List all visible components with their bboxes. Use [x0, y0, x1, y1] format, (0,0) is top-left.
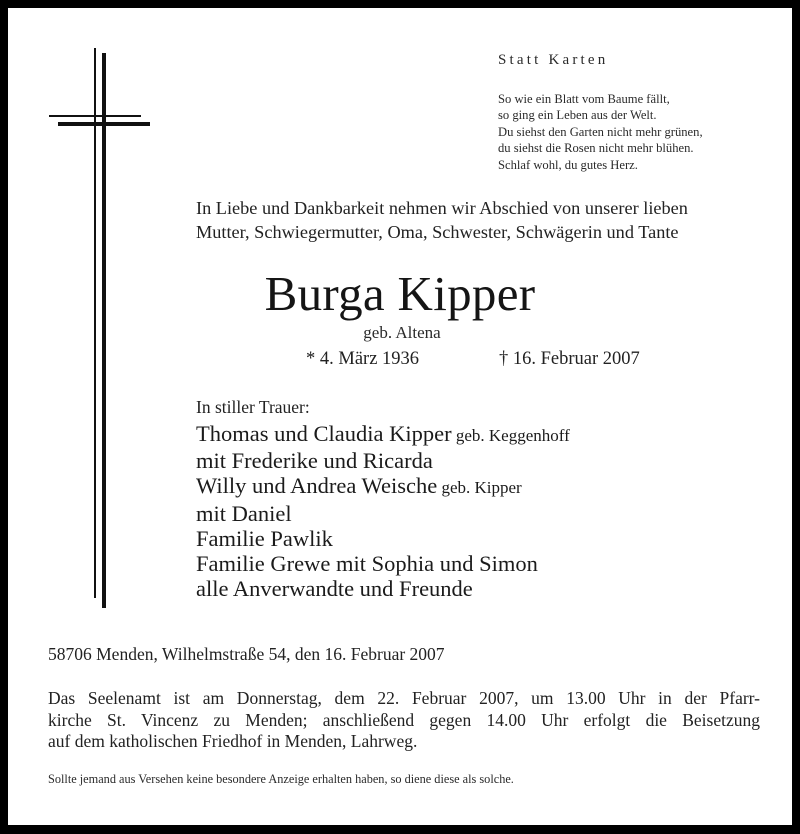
mourner-name: Thomas und Claudia Kipper [196, 421, 452, 446]
mourner-line [196, 501, 570, 526]
maiden-name: geb. Altena [363, 323, 441, 342]
mourner-name: mit Frederike und Ricarda [196, 448, 433, 474]
mourner-line [196, 576, 570, 601]
cross-horizontal-thin [49, 115, 141, 117]
service-line: auf dem katholischen Friedhof in Menden, Lahrweg. [48, 731, 418, 752]
poem-line: Schlaf wohl, du gutes Herz. [498, 157, 638, 172]
intro-text [196, 196, 688, 244]
mourner-name: Familie Grewe mit Sophia und Simon [196, 551, 538, 577]
mourner-line [196, 551, 570, 576]
poem-line: Du siehst den Garten nicht mehr grünen, [498, 124, 703, 139]
death-date: † 16. Februar 2007 [499, 349, 640, 369]
intro-line: Mutter, Schwiegermutter, Oma, Schwester, Schwägerin und Tante [196, 222, 679, 242]
poem-line: du siehst die Rosen nicht mehr blühen. [498, 141, 694, 156]
poem [498, 91, 703, 173]
mourner-name: Familie Pawlik [196, 525, 333, 551]
mourner-line [196, 473, 570, 500]
statt-karten-heading: Statt Karten [498, 52, 609, 68]
mourner-line [196, 448, 570, 473]
obituary-card [8, 8, 792, 825]
intro-line: In Liebe und Dankbarkeit nehmen wir Abschied von unserer lieben [196, 198, 688, 218]
mourner-line [196, 421, 570, 448]
mourner-note: geb. Kipper [437, 478, 522, 498]
cross-horizontal-thick [58, 122, 150, 126]
mourner-name: alle Anverwandte und Freunde [196, 576, 473, 602]
notice-text: Sollte jemand aus Versehen keine besondere Anzeige erhalten haben, so diene diese als solche. [48, 772, 514, 786]
deceased-name: Burga Kipper [264, 266, 536, 321]
service-line: kirche St. Vincenz zu Menden; anschließend gegen 14.00 Uhr erfolgt die Beisetzung [48, 709, 760, 730]
mourner-line [196, 526, 570, 551]
address-line: 58706 Menden, Wilhelmstraße 54, den 16. Februar 2007 [48, 644, 445, 664]
service-line: Das Seelenamt ist am Donnerstag, dem 22. Februar 2007, um 13.00 Uhr in der Pfarr- [48, 688, 760, 708]
mourners-label: In stiller Trauer: [196, 397, 310, 417]
poem-line: so ging ein Leben aus der Welt. [498, 108, 657, 123]
mourner-note: geb. Keggenhoff [451, 426, 570, 445]
service-details [48, 688, 760, 753]
mourner-name: Willy und Andrea Weische [196, 473, 438, 499]
mourner-name: mit Daniel [196, 500, 292, 526]
mourners-list [196, 421, 570, 601]
birth-date: * 4. März 1936 [306, 349, 420, 369]
poem-line: So wie ein Blatt vom Baume fällt, [498, 92, 670, 106]
